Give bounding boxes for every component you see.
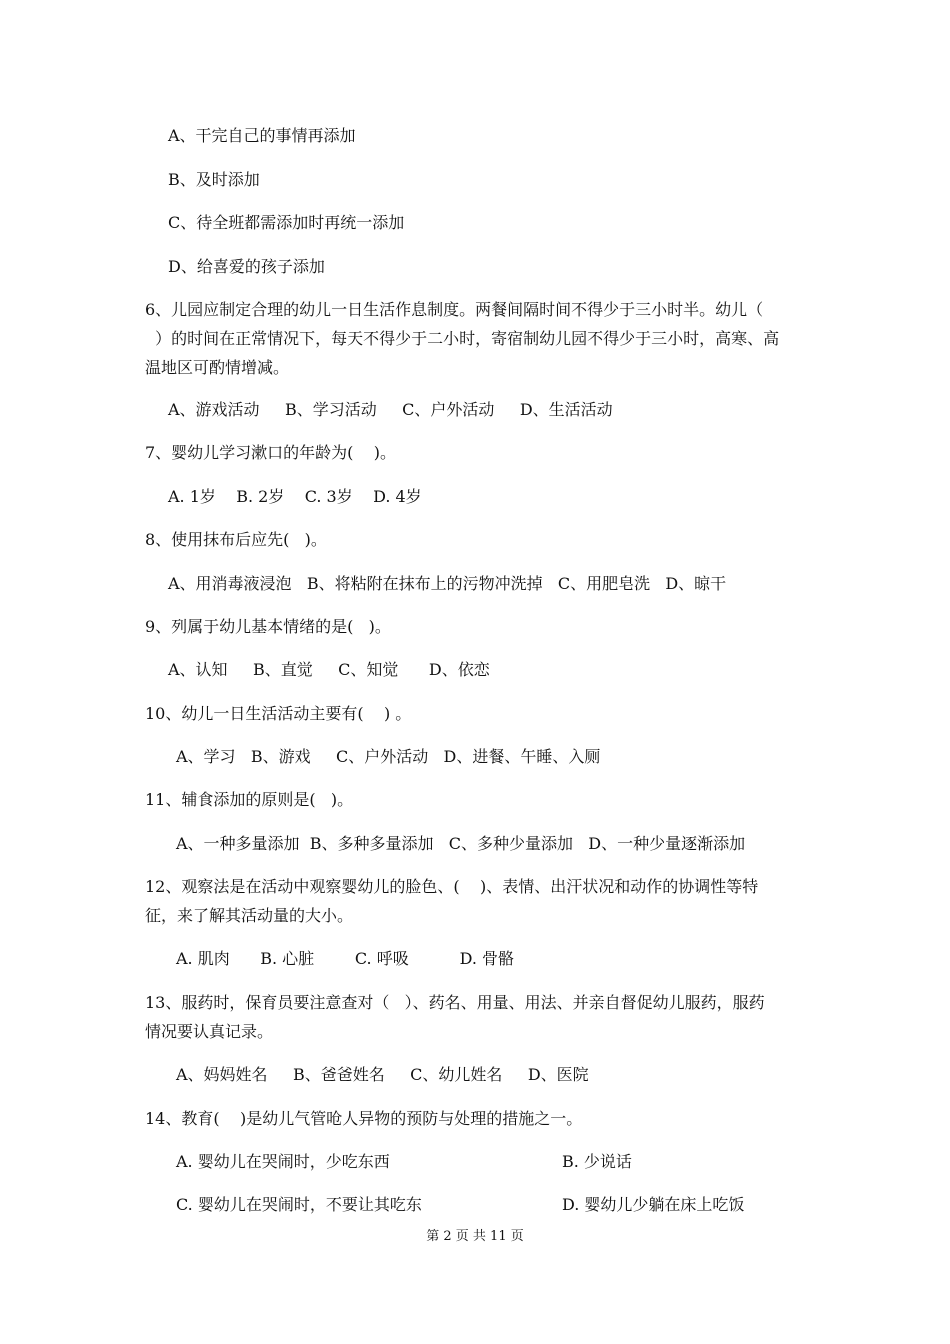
q9-stem: 9、列属于幼儿基本情绪的是( )。: [145, 617, 391, 636]
q10-options: A、学习 B、游戏 C、户外活动 D、进餐、午睡、入厕: [176, 747, 601, 766]
q11-options: A、一种多量添加 B、多种多量添加 C、多种少量添加 D、一种少量逐渐添加: [176, 834, 746, 853]
q8-stem: 8、使用抹布后应先( )。: [145, 530, 327, 549]
q14-stem: 14、教育( )是幼儿气管呛人异物的预防与处理的措施之一。: [145, 1109, 583, 1128]
q6-stem-line1: 6、儿园应制定合理的幼儿一日生活作息制度。两餐间隔时间不得少于三小时半。幼儿（: [145, 300, 764, 319]
q14-option-b: B. 少说话: [562, 1152, 632, 1171]
q5-option-d: D、给喜爱的孩子添加: [168, 257, 325, 276]
q7-stem: 7、婴幼儿学习漱口的年龄为( )。: [145, 443, 397, 462]
q12-stem-line1: 12、观察法是在活动中观察婴幼儿的脸色、( )、表情、出汗状况和动作的协调性等特: [145, 877, 759, 896]
q10-stem: 10、幼儿一日生活活动主要有( ) 。: [145, 704, 412, 723]
q13-stem-line1: 13、服药时，保育员要注意查对（ ）、药名、用量、用法、并亲自督促幼儿服药，服药: [145, 993, 765, 1012]
q8-options: A、用消毒液浸泡 B、将粘附在抹布上的污物冲洗掉 C、用肥皂洗 D、晾干: [168, 574, 727, 593]
page-footer: 第 2 页 共 11 页: [426, 1229, 524, 1244]
q5-option-a: A、干完自己的事情再添加: [168, 126, 356, 145]
q14-option-d: D. 婴幼儿少躺在床上吃饭: [562, 1195, 745, 1214]
q6-options: A、游戏活动 B、学习活动 C、户外活动 D、生活活动: [168, 400, 613, 419]
q13-stem-line2: 情况要认真记录。: [145, 1022, 274, 1041]
q7-options: A. 1岁 B. 2岁 C. 3岁 D. 4岁: [168, 487, 422, 506]
q6-stem-line2: ）的时间在正常情况下，每天不得少于二小时，寄宿制幼儿园不得少于三小时，高寒、高: [145, 329, 780, 348]
q14-option-c: C. 婴幼儿在哭闹时，不要让其吃东: [176, 1195, 422, 1214]
q12-options: A. 肌肉 B. 心脏 C. 呼吸 D. 骨骼: [176, 949, 514, 968]
q9-options: A、认知 B、直觉 C、知觉 D、依恋: [168, 660, 490, 679]
q5-option-b: B、及时添加: [168, 170, 260, 189]
q14-option-a: A. 婴幼儿在哭闹时，少吃东西: [176, 1152, 390, 1171]
q6-stem-line3: 温地区可酌情增减。: [145, 358, 290, 377]
q11-stem: 11、辅食添加的原则是( )。: [145, 790, 354, 809]
q12-stem-line2: 征，来了解其活动量的大小。: [145, 906, 354, 925]
q13-options: A、妈妈姓名 B、爸爸姓名 C、幼儿姓名 D、医院: [176, 1065, 589, 1084]
q5-option-c: C、待全班都需添加时再统一添加: [168, 213, 405, 232]
